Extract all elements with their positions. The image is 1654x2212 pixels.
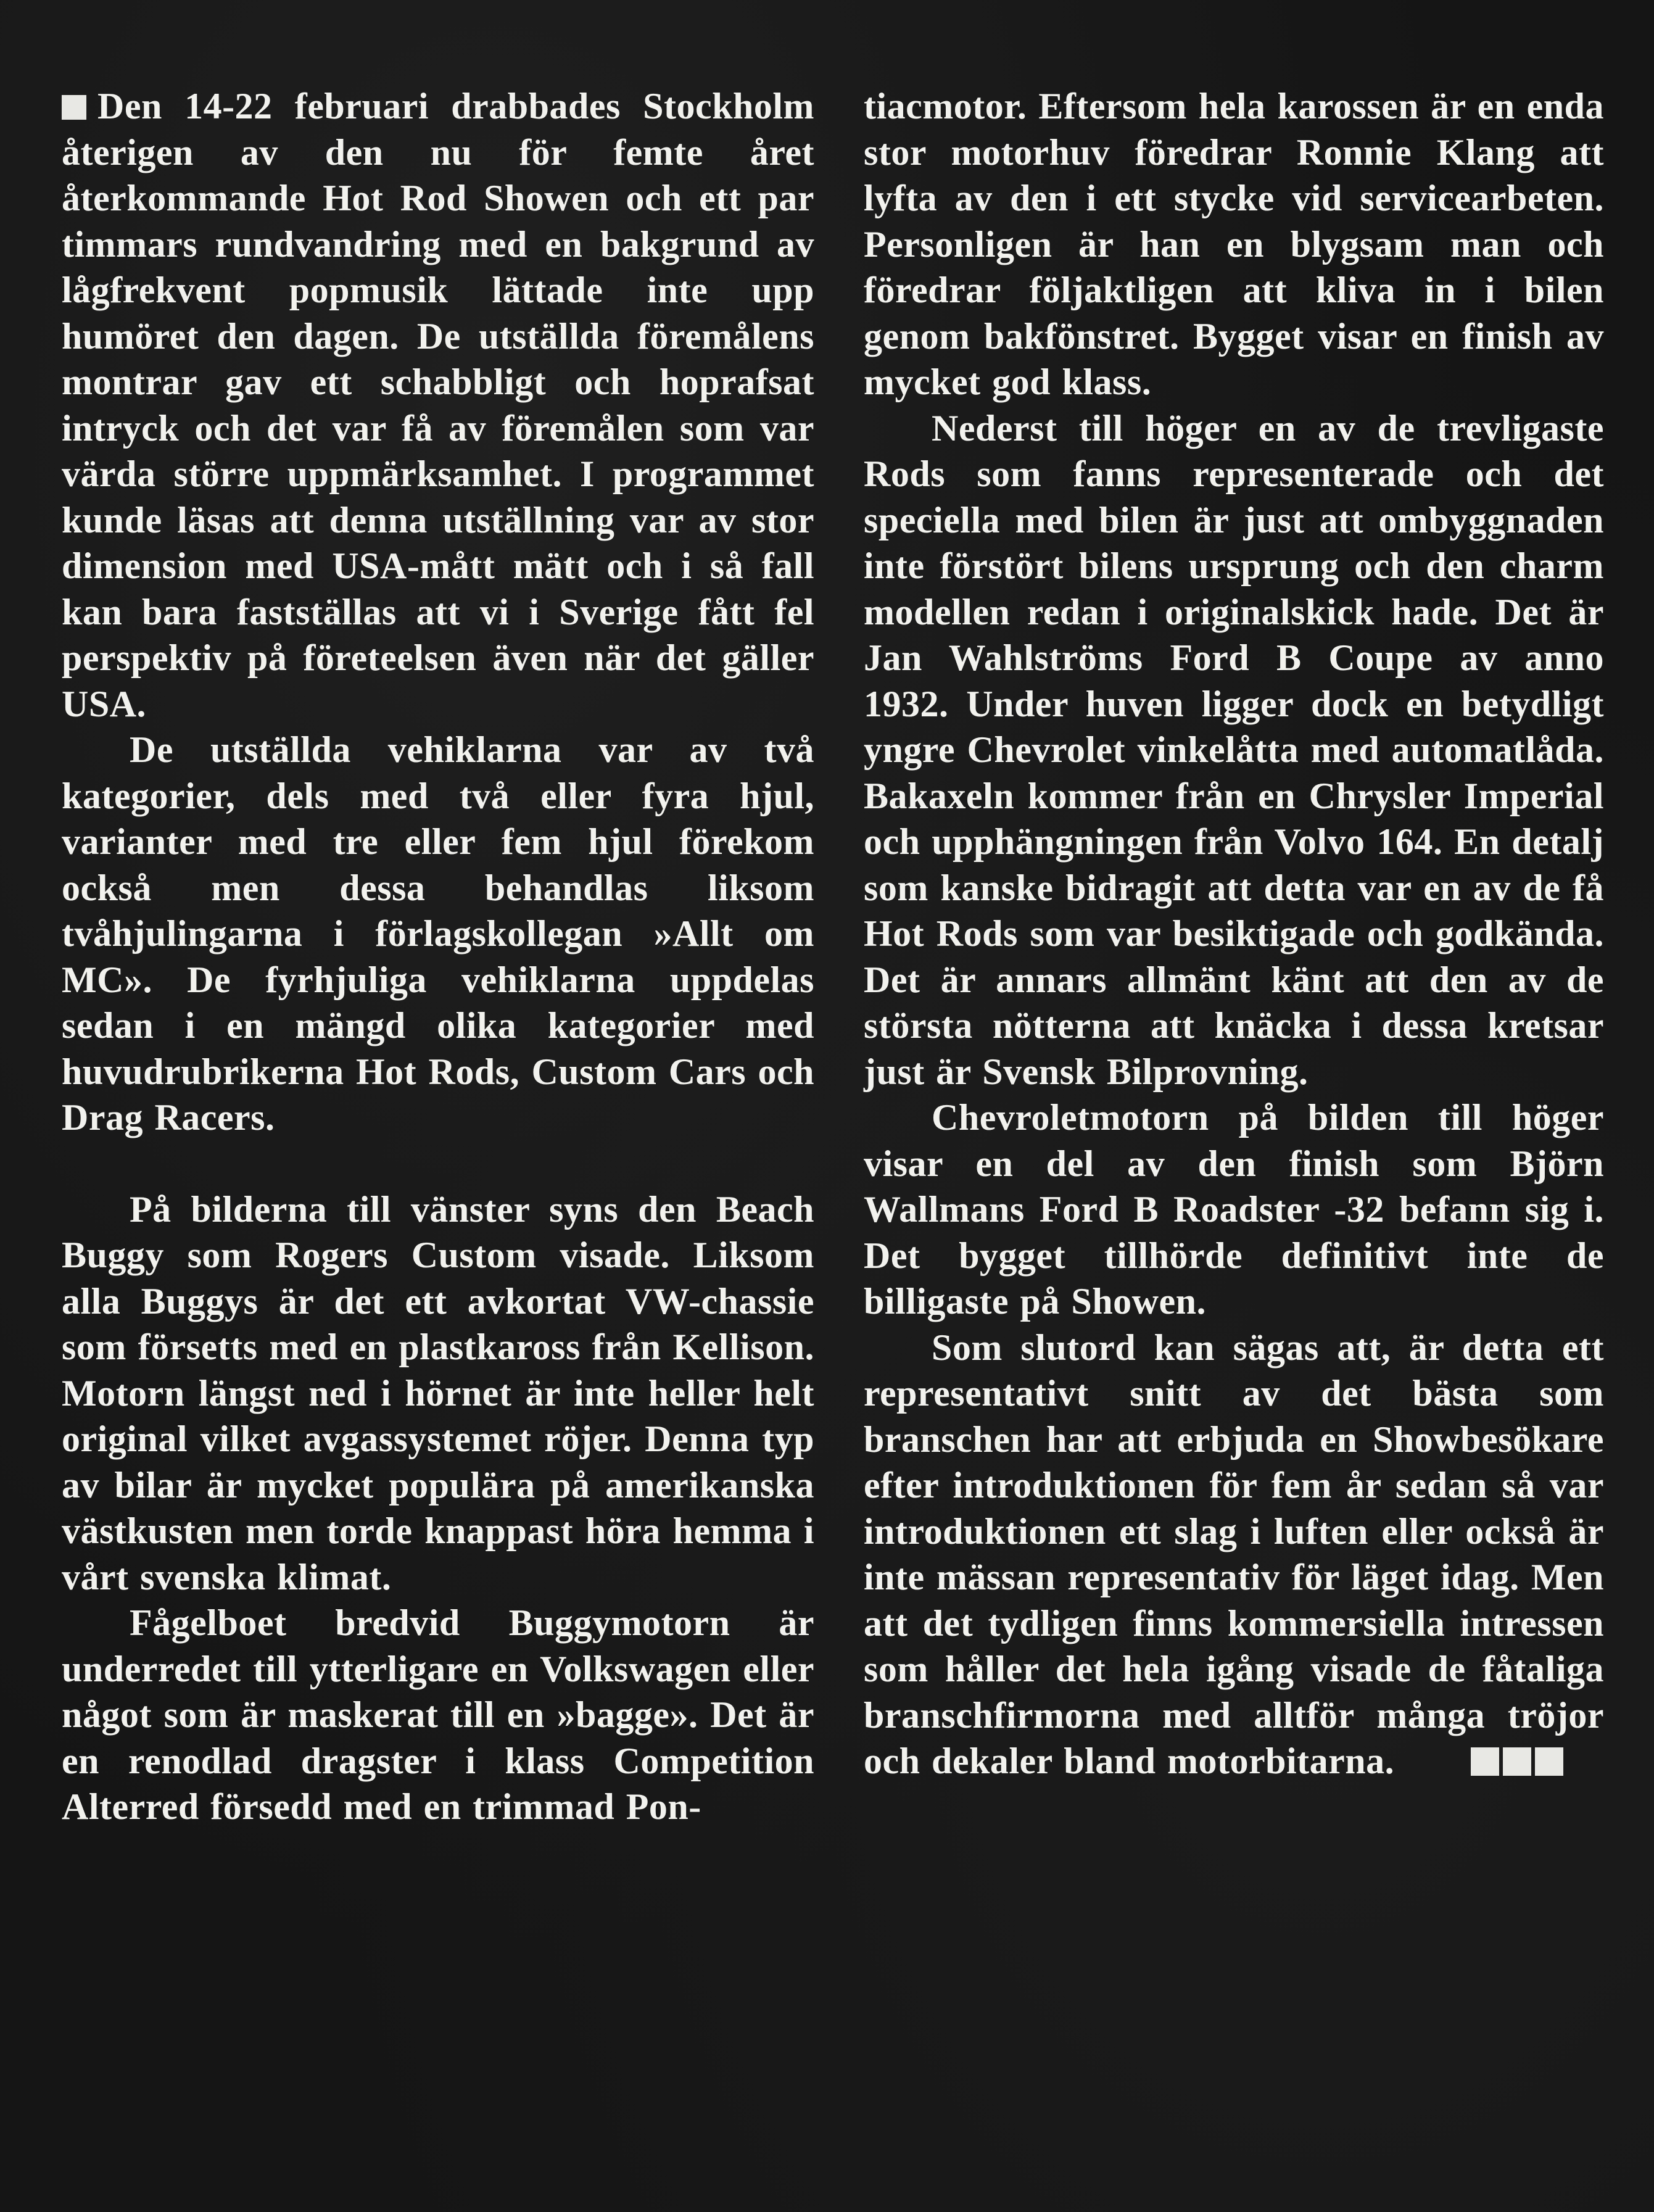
pontiac-paragraph: tiacmotor. Eftersom hela karossen är en enda stor motorhuv föredrar Ronnie Klang att lyfta av den i ett stycke vid servicearbeten. Personligen är han en blygsam man och föredrar följaktligen att kliva in i bilen genom bakfönstret. Bygget visar en finish av mycket god klass. bbox=[864, 86, 1604, 402]
ford-coupe-paragraph: Nederst till höger en av de trevligaste Rods som fanns representerade och det speciella med bilen är just att ombyggnaden inte förstört bilens ursprung och den charm modellen redan i originalskick hade. Det är Jan Wahlströms Ford B Coupe av anno 1932. Under huven ligger dock en betydligt yngre Chevrolet vinkelåtta med automatlåda. Bakaxeln kommer från en Chrysler Imperial och upphängningen från Volvo 164. En detalj som kanske bidragit att detta var en av de få Hot Rods som var besiktigade och godkända. Det är annars allmänt känt att den av de största nötterna att knäcka i dessa kretsar just är Svensk Bilprovning. bbox=[864, 407, 1604, 1092]
beach-buggy-paragraph: På bilderna till vänster syns den Beach Buggy som Rogers Custom visade. Liksom alla Buggys är det ett avkortat VW-chassie som försetts med en plastkaross från Kellison. Motorn längst ned i hörnet är inte heller helt original vilket avgassystemet röjer. Denna typ av bilar är mycket populära på amerikanska västkusten men torde knappast höra hemma i vårt svenska klimat. bbox=[62, 1188, 814, 1597]
end-square bbox=[1535, 1747, 1563, 1776]
chevrolet-engine-paragraph: Chevroletmotorn på bilden till höger visar en del av den finish som Björn Wallmans Ford B Roadster -32 befann sig i. Det bygget tillhörde definitivt inte de billigaste på Showen. bbox=[864, 1097, 1604, 1322]
intro-paragraph bbox=[62, 83, 814, 727]
paragraph-start-square bbox=[62, 95, 86, 120]
dragster-paragraph: Fågelboet bredvid Buggymotorn är underredet till ytterligare en Volkswagen eller något som är maskerat till en »bagge». Det är en renodlad dragster i klass Competition Alterred försedd med en trimmad Pon- bbox=[62, 1602, 814, 1827]
categories-paragraph: De utställda vehiklarna var av två kategorier, dels med två eller fyra hjul, varianter med tre eller fem hjul förekom också men dessa behandlas liksom tvåhjulingarna i förlagskollegan »Allt om MC». De fyrhjuliga vehiklarna uppdelas sedan i en mängd olika kategorier med huvudrubrikerna Hot Rods, Custom Cars och Drag Racers. bbox=[62, 729, 814, 1138]
closing-paragraph bbox=[864, 1325, 1604, 1787]
end-of-article-squares bbox=[1403, 1741, 1567, 1787]
intro-text: Den 14-22 februari drabbades Stockholm återigen av den nu för femte året återkommande Hot Rod Showen och ett par timmars rundvandring med en bakgrund av lågfrekvent popmusik lättade inte upp humöret den dagen. De utställda föremålens montrar gav ett schabbligt och hoprafsat intryck och det var få av föremålen som var värda större uppmärksamhet. I programmet kunde läsas att denna utställning var av stor dimension med USA-mått mätt och i så fall kan bara fastställas att vi i Sverige fått fel perspektiv på företeelsen även när det gäller USA. bbox=[62, 86, 814, 724]
left-column bbox=[62, 83, 814, 1830]
end-square bbox=[1503, 1747, 1531, 1776]
end-square bbox=[1471, 1747, 1499, 1776]
closing-text: Som slutord kan sägas att, är detta ett representativt snitt av det bästa som branschen har att erbjuda en Showbesökare efter introduktionen för fem år sedan så var introduktionen ett slag i luften eller också är inte mässan representativ för läget idag. Men att det tydligen finns kommersiella intressen som håller det hela igång visade de fåtaliga branschfirmorna med alltför många tröjor och dekaler bland motorbitarna. bbox=[864, 1327, 1604, 1781]
right-column bbox=[864, 83, 1604, 1787]
